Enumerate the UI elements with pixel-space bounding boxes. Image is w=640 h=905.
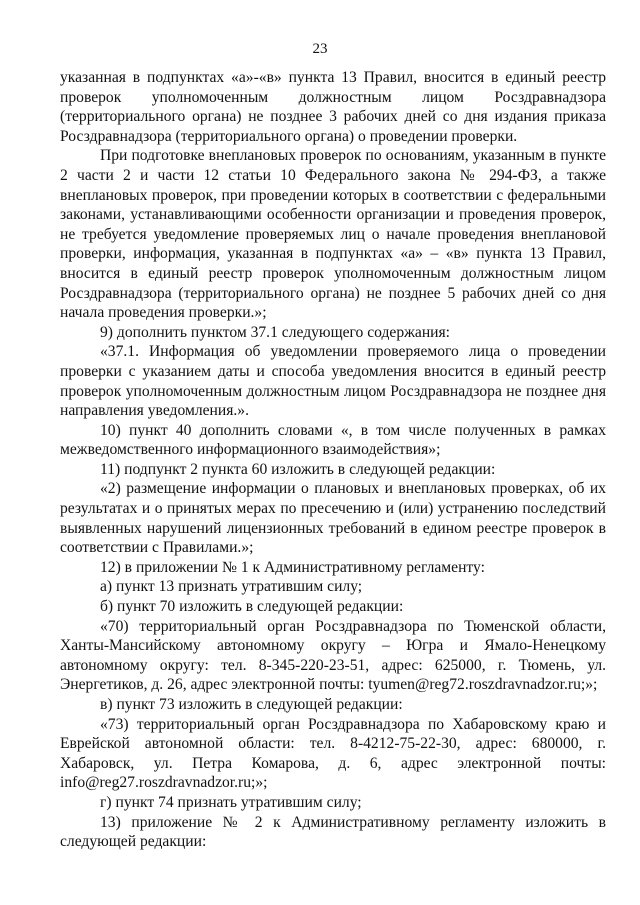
paragraph: а) пункт 13 признать утратившим силу; bbox=[100, 578, 363, 596]
paragraph: «70) территориальный орган Росздравнадзора по Тюменской области, Ханты-Мансийскому автономному округу – Югра и Ямало-Ненецкому автономному округу: тел. 8-345-220-23-51, адрес: 625000, г. Тюмень, ул. Энергетиков, д. 26, адрес электронной почты: tyumen@reg72.roszdravnadzor.ru;»; bbox=[60, 617, 606, 694]
paragraph: При подготовке внеплановых проверок по основаниям, указанным в пункте 2 части 2 и части 12 статьи 10 Федерального закона № 294-ФЗ, а также внеплановых проверок, при проведении которых в соответствии с федеральными законами, устанавливающими особенности организации и проведения проверок, не требуется уведомление проверяемых лиц о начале проведения внеплановой проверки, информация, указанная в подпунктах «а» – «в» пункта 13 Правил, вносится в единый реестр проверок уполномоченным должностным лицом Росздравнадзора (территориального органа) не позднее 5 рабочих дней со дня начала проведения проверки.»; bbox=[60, 147, 606, 322]
paragraph: б) пункт 70 изложить в следующей редакции: bbox=[100, 598, 404, 616]
paragraph: г) пункт 74 признать утратившим силу; bbox=[100, 793, 362, 811]
document-body bbox=[60, 68, 606, 852]
paragraph: «73) территориальный орган Росздравнадзора по Хабаровскому краю и Еврейской автономной области: тел. 8-4212-75-22-30, адрес: 680000, г. Хабаровск, ул. Петра Комарова, д. 6, адрес электронной почты: info@reg27.roszdravnadzor.ru;»; bbox=[60, 715, 606, 792]
paragraph: 13) приложение № 2 к Административному регламенту изложить в следующей редакции: bbox=[60, 813, 606, 851]
paragraph: 10) пункт 40 дополнить словами «, в том числе полученных в рамках межведомственного информационного взаимодействия»; bbox=[60, 421, 606, 459]
paragraph: 11) подпункт 2 пункта 60 изложить в следующей редакции: bbox=[100, 460, 496, 478]
paragraph: «37.1. Информация об уведомлении проверяемого лица о проведении проверки с указанием даты и способа уведомления вносится в единый реестр проверок уполномоченным должностным лицом Росздравнадзора не позднее дня направления уведомления.». bbox=[60, 343, 606, 420]
paragraph: указанная в подпунктах «а»-«в» пункта 13 Правил, вносится в единый реестр проверок уполномоченным должностным лицом Росздравнадзора (территориального органа) не позднее 3 рабочих дней со дня издания приказа Росздравнадзора (территориального органа) о проведении проверки. bbox=[60, 69, 606, 145]
paragraph: 9) дополнить пунктом 37.1 следующего содержания: bbox=[100, 323, 451, 341]
page-number: 23 bbox=[312, 41, 328, 57]
paragraph: «2) размещение информации о плановых и внеплановых проверках, об их результатах и о принятых мерах по пресечению и (или) устранению последствий выявленных нарушений лицензионных требований в едином реестре проверок в соответствии с Правилами.»; bbox=[60, 480, 606, 557]
paragraph: 12) в приложении № 1 к Административному регламенту: bbox=[100, 558, 485, 576]
paragraph: в) пункт 73 изложить в следующей редакции: bbox=[100, 696, 403, 713]
